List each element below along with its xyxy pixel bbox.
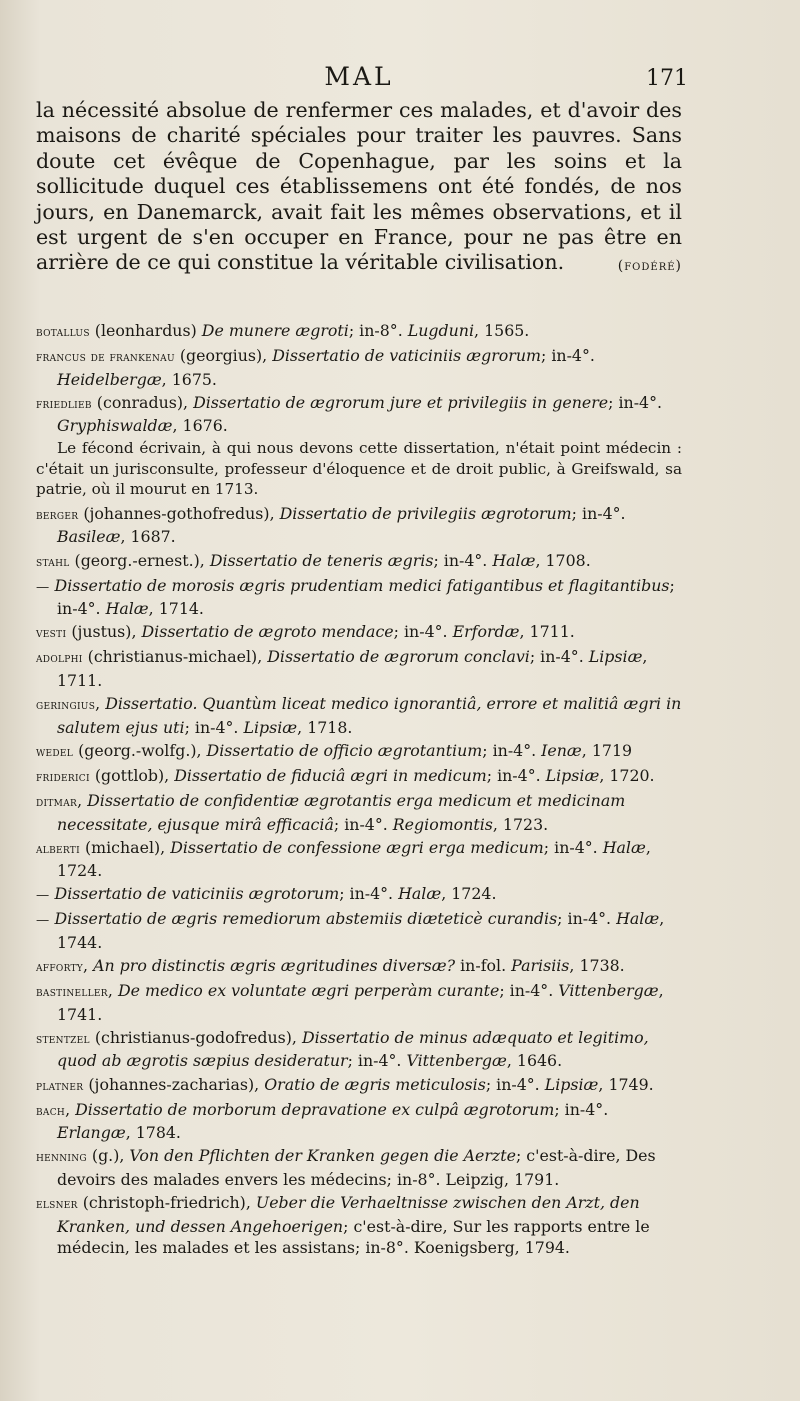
entry-details: ; in-4°.	[433, 550, 493, 570]
entry-year: , 1724.	[57, 837, 651, 881]
body-paragraph	[36, 98, 682, 276]
bibliography-entry	[36, 575, 682, 620]
entry-year: , 1676.	[172, 416, 228, 436]
entry-place: Lipsiæ	[588, 647, 643, 667]
entry-title: Oratio de ægris meticulosis	[264, 1074, 486, 1094]
entry-author: henning	[36, 1150, 87, 1166]
entry-year: , 1724.	[441, 884, 497, 904]
entry-given-names: ,	[83, 956, 94, 976]
bibliography-entry	[36, 550, 682, 574]
entry-given-names: ,	[65, 1099, 76, 1119]
entry-title: An pro distinctis ægris ægritudines diversæ?	[93, 956, 456, 976]
entry-title: Dissertatio de privilegiis ægrotorum	[279, 503, 572, 523]
entry-place: Halæ	[105, 599, 149, 619]
entry-author: platner	[36, 1078, 84, 1094]
bibliography-entry	[36, 740, 682, 764]
entry-given-names: (leonhardus)	[89, 320, 202, 340]
entry-author: vesti	[36, 626, 67, 642]
entry-title: Dissertatio de confidentiæ ægrotantis erga medicum et medicinam necessitate, ejusque mirâ efficaciâ	[57, 790, 626, 834]
entry-place: Halæ	[492, 550, 536, 570]
entry-year: , 1718.	[297, 717, 353, 737]
entry-details: ; in-4°.	[393, 622, 453, 642]
entry-place: Halæ	[602, 837, 646, 857]
entry-author: elsner	[36, 1197, 78, 1213]
entry-place: Basileæ	[57, 527, 121, 547]
bibliography-entry	[36, 765, 682, 789]
bibliography-entry	[36, 837, 682, 882]
page-header	[36, 58, 688, 98]
entry-details: ; in-4°.	[554, 1099, 609, 1119]
entry-given-names: ,	[107, 981, 118, 1001]
entry-author: stentzel	[36, 1031, 90, 1047]
entry-given-names: (georg.-ernest.),	[69, 550, 210, 570]
bibliography-entry	[36, 1192, 682, 1259]
entry-year: Leipzig, 1791.	[445, 1169, 560, 1189]
entry-author: botallus	[36, 324, 90, 340]
entry-title: Dissertatio de vaticiniis ægrorum	[272, 345, 542, 365]
entry-year: , 1711.	[57, 647, 648, 690]
entry-title: Dissertatio de vaticiniis ægrotorum	[54, 884, 340, 904]
entry-year: , 1719	[581, 740, 633, 760]
entry-year: , 1708.	[535, 550, 591, 570]
entry-place: Ienæ	[541, 740, 582, 760]
entry-given-names: (christianus-godofredus),	[89, 1027, 302, 1047]
entry-author: adolphi	[36, 651, 83, 667]
entry-details: ; in-4°.	[333, 814, 393, 834]
entry-details: in-fol.	[455, 956, 512, 976]
entry-year: , 1723.	[492, 814, 549, 834]
entry-title: Dissertatio. Quantùm liceat medico ignorantiâ, errore et malitiâ ægri in salutem ejus uti	[57, 694, 682, 737]
entry-given-names: (christianus-michael),	[82, 647, 268, 667]
entry-title: Dissertatio de ægroto mendace	[141, 622, 394, 642]
bibliography-entry	[36, 1145, 682, 1190]
entry-details: ; in-4°.	[557, 909, 617, 929]
bibliography-entry	[36, 883, 682, 907]
entry-details: ; in-4°.	[347, 1051, 407, 1071]
entry-title: Von den Pflichten der Kranken gegen die Aerzte	[129, 1146, 516, 1166]
entry-year: , 1784.	[125, 1123, 181, 1143]
entry-year: , 1741.	[57, 981, 664, 1024]
entry-place: Vittenbergæ	[558, 981, 659, 1001]
bibliography-entry	[36, 320, 682, 344]
entry-author: alberti	[36, 841, 80, 857]
entry-author: berger	[36, 507, 79, 523]
entry-author: geringius	[36, 698, 96, 714]
entry-author: wedel	[36, 744, 74, 760]
bibliography-entry	[36, 908, 682, 953]
entry-details: ; in-4°.	[482, 740, 542, 760]
entry-year: , 1565.	[474, 320, 530, 340]
entry-details: ; in-8°.	[348, 320, 408, 340]
entry-given-names: (johannes-gothofredus),	[78, 503, 280, 523]
entry-title: Dissertatio de morborum depravatione ex culpâ ægrotorum	[75, 1099, 555, 1119]
entry-author: friderici	[36, 769, 90, 785]
bibliography-entry	[36, 693, 682, 738]
bibliography-entry	[36, 621, 682, 645]
bibliography-entry	[36, 1074, 682, 1098]
bibliography-note: Le fécond écrivain, à qui nous devons cette dissertation, n'était point médecin : c'était un jurisconsulte, professeur d'éloquence et de droit public, à Greifswald, sa patrie, où il mourut en 1713.	[36, 439, 682, 499]
bibliography-entry	[36, 1027, 682, 1072]
entry-title: Dissertatio de morosis ægris prudentiam medici fatigantibus et flagitantibus	[54, 575, 670, 595]
bibliography-entry	[36, 1099, 682, 1144]
entry-place: Heidelbergæ	[57, 369, 162, 389]
entry-details: ; in-4°.	[499, 981, 559, 1001]
bibliography-entry	[36, 646, 682, 691]
entry-author: friedlieb	[36, 396, 92, 412]
entry-year: , 1749.	[598, 1074, 654, 1094]
entry-title: Dissertatio de fiduciâ ægri in medicum	[174, 765, 487, 785]
bibliography-entry	[36, 955, 682, 979]
entry-title: Dissertatio de officio ægrotantium	[206, 740, 483, 760]
entry-title: Dissertatio de teneris ægris	[209, 550, 434, 570]
entry-year: , 1714.	[148, 599, 204, 619]
entry-given-names: (michael),	[79, 837, 171, 857]
entry-given-names: ,	[95, 694, 106, 714]
entry-year: , 1738.	[569, 956, 625, 976]
author-signature: (fodéré)	[617, 258, 682, 275]
entry-details: ; in-4°.	[529, 647, 589, 667]
bibliography-entry	[36, 790, 682, 835]
entry-details: ; in-4°.	[339, 884, 399, 904]
entry-given-names: (georgius),	[174, 345, 273, 365]
entry-author: bach	[36, 1103, 66, 1119]
entry-year: Koenigsberg, 1794.	[413, 1238, 570, 1258]
entry-author: francus de frankenau	[36, 349, 175, 365]
entry-year: , 1646.	[506, 1051, 563, 1071]
entry-given-names: (conradus),	[91, 392, 194, 412]
paragraph-text: la nécessité absolue de renfermer ces malades, et d'avoir des maisons de charité spéciales pour traiter les pauvres. Sans doute cet évêque de Copenhague, par les soins et la sollicitude duquel ces établissemens ont été fondés, de nos jours, en Danemarck, avait fait les mêmes observations, et il est urgent de s'en occuper en France, pour ne pas être en arrière de ce qui constitue la véritable civilisation.	[36, 98, 682, 275]
entry-author: bastineller	[36, 985, 108, 1001]
entry-author: afforty	[36, 960, 84, 976]
entry-given-names: ,	[77, 790, 88, 810]
entry-title: Ueber die Verhaeltnisse zwischen den Arzt, den Kranken, und dessen Angehoerigen	[57, 1193, 640, 1236]
entry-year: , 1720.	[599, 765, 655, 785]
bibliography-entry	[36, 980, 682, 1025]
entry-author: —	[36, 913, 50, 929]
entry-title: Dissertatio de confessione ægri erga medicum	[170, 837, 544, 857]
entry-author: —	[36, 579, 50, 595]
entry-place: Lipsiæ	[545, 765, 600, 785]
entry-place: Halæ	[398, 884, 442, 904]
bibliography-entry	[36, 503, 682, 548]
entry-author: stahl	[36, 554, 70, 570]
page-number: 171	[646, 66, 688, 91]
entry-title: Dissertatio de minus adæquato et legitimo, quod ab ægrotis sæpius desideratur	[57, 1027, 649, 1071]
entry-given-names: (justus),	[66, 622, 142, 642]
entry-place: Erfordæ	[452, 622, 520, 642]
entry-title: De munere ægroti	[201, 320, 349, 340]
entry-place: Vittenbergæ	[406, 1051, 507, 1071]
entry-details: ; in-4°.	[541, 345, 595, 365]
entry-given-names: (g.),	[86, 1146, 130, 1166]
entry-title: Dissertatio de ægrorum jure et privilegiis in genere	[193, 392, 609, 412]
bibliography-entry	[36, 345, 682, 390]
entry-place: Lipsiæ	[544, 1074, 599, 1094]
entry-details: ; in-4°.	[571, 503, 626, 523]
entry-given-names: (johannes-zacharias),	[83, 1074, 265, 1094]
entry-details: ; c'est-à-dire, Des devoirs des malades envers les médecins; in-8°.	[57, 1146, 656, 1189]
entry-details: ; in-4°.	[184, 717, 244, 737]
entry-place: Lugduni	[407, 320, 475, 340]
entry-place: Lipsiæ	[243, 717, 298, 737]
entry-title: De medico ex voluntate ægri perperàm curante	[117, 981, 500, 1001]
entry-details: ; in-4°.	[543, 837, 603, 857]
entry-given-names: (georg.-wolfg.),	[73, 740, 207, 760]
entry-place: Gryphiswaldæ	[57, 416, 173, 436]
entry-details: ; in-4°.	[57, 575, 675, 619]
entry-year: , 1687.	[120, 527, 176, 547]
entry-given-names: (gottlob),	[89, 765, 175, 785]
bibliography-entry	[36, 392, 682, 437]
entry-year: , 1711.	[519, 622, 575, 642]
entry-year: , 1675.	[161, 369, 217, 389]
entry-place: Regiomontis	[392, 814, 493, 834]
entry-title: Dissertatio de ægris remediorum abstemiis diæteticè curandis	[54, 909, 558, 929]
entry-place: Halæ	[616, 909, 660, 929]
entry-details: ; c'est-à-dire, Sur les rapports entre le médecin, les malades et les assistans; in-8°.	[57, 1216, 650, 1258]
entry-author: —	[36, 888, 50, 904]
entry-place: Parisiis	[511, 956, 570, 976]
entry-author: ditmar	[36, 794, 78, 810]
running-title: MAL	[324, 62, 394, 91]
entry-given-names: (christoph-friedrich),	[77, 1193, 256, 1213]
entry-place: Erlangæ	[57, 1123, 126, 1143]
entry-details: ; in-4°.	[608, 392, 663, 412]
entry-year: , 1744.	[57, 909, 665, 952]
bibliography-list	[36, 320, 682, 1259]
entry-details: ; in-4°.	[486, 765, 546, 785]
entry-title: Dissertatio de ægrorum conclavi	[267, 647, 530, 667]
entry-details: ; in-4°.	[485, 1074, 545, 1094]
